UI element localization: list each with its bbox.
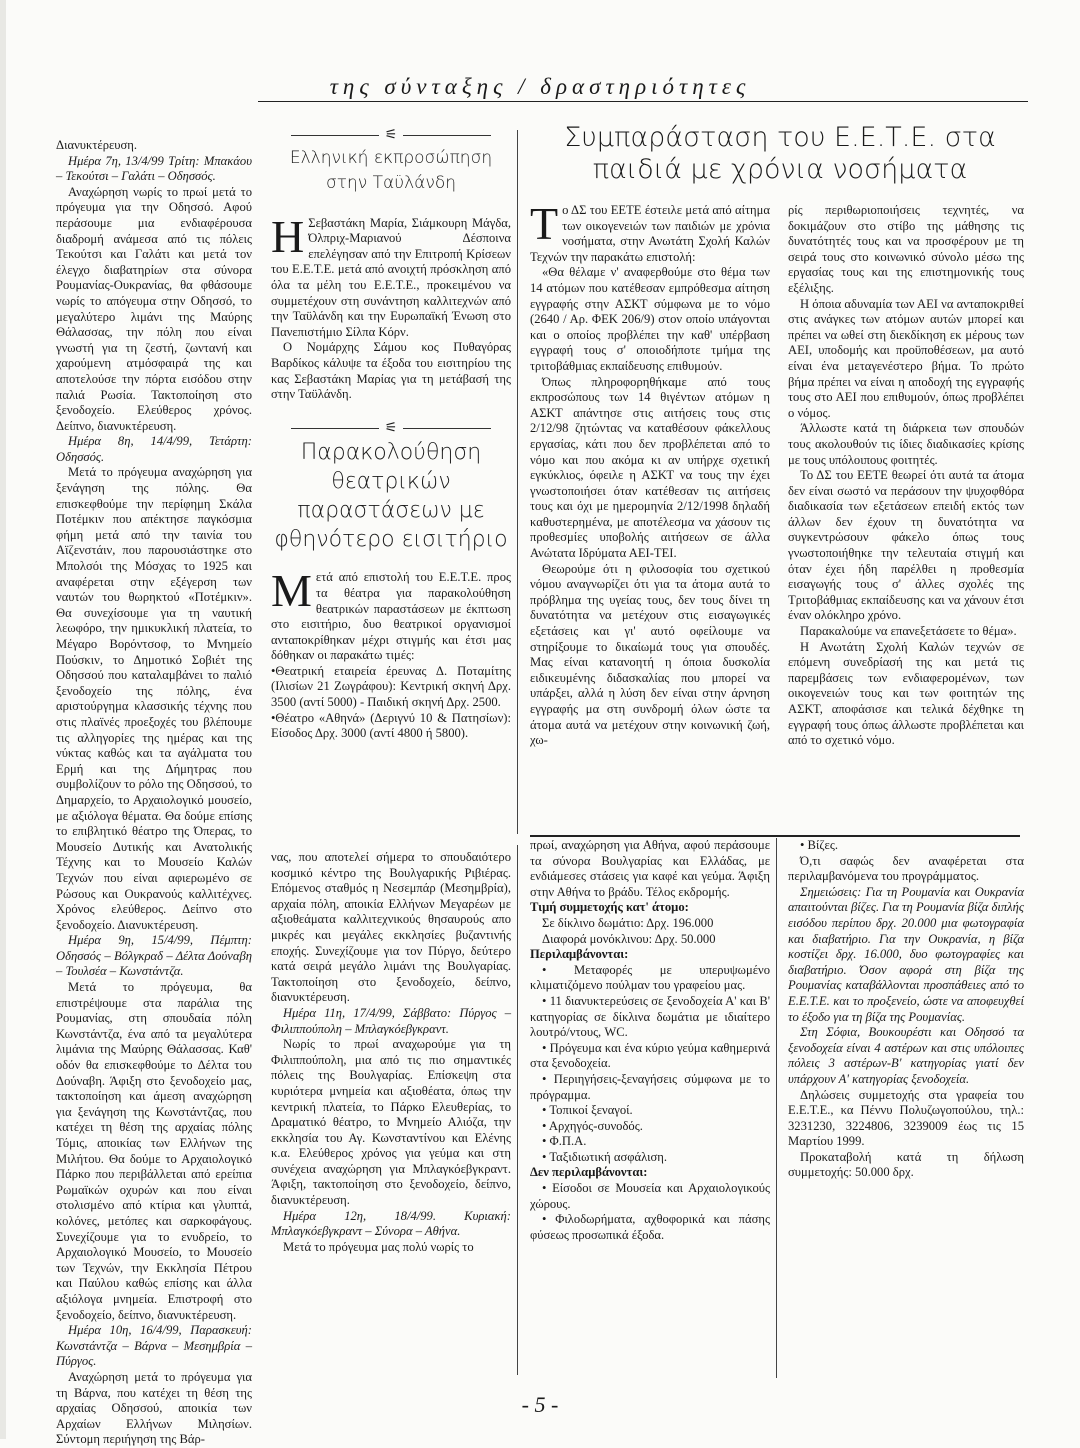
column-itinerary-cont bbox=[271, 850, 511, 1255]
article-title: Ελληνική εκπροσώπηση στην Ταϋλάνδη bbox=[289, 147, 493, 193]
article-thailand bbox=[271, 128, 511, 742]
itinerary-day-heading bbox=[271, 1006, 511, 1037]
section-divider bbox=[530, 835, 1020, 837]
itinerary-day-heading bbox=[271, 1209, 511, 1240]
paragraph-text: Τιμή συμμετοχής κατ' άτομο: bbox=[530, 900, 689, 915]
itinerary-day-heading bbox=[56, 933, 252, 980]
page-fold-shadow bbox=[0, 0, 6, 1439]
paragraph bbox=[530, 838, 770, 900]
paragraph-text: Αναχώρηση μετά το πρόγευμα για τη Βάρνα, που κατέχει τη θέση της αρχαίας Οδησσού, αποικία των Αρχαίων Ελλήνων Μιλησίων. Σύντομη περιήγηση της Βάρ- bbox=[56, 1369, 252, 1447]
paragraph-text: Μετά το πρόγευμα, θα επιστρέψουμε στα παράλια της Ρουμανίας, στη σπουδαία πόλη Κωνστάντζα, ένα από τα μεγαλύτερα λιμάνια της Μαύρης Θάλασσας. Καθ' οδόν θα επισκεφθούμε το Δέλτα του Δούναβη. Άφιξη στο ξενοδοχείο μας, τακτοποίηση και άμεση αναχώρηση για ξενάγηση της Κωνστάντζας, που κατέχει τη θέση της αρχαίας πόλης Τόμις, αποικίας των Ελλήνων της Μιλήτου. Θα δούμε το Αρχαιολογικό Πάρκο που περιβάλλεται από ερείπια Ρωμαϊκών οχυρών και που είναι στολισμένο από κτίρια και γλυπτά, κολόνες, μετόπες και σαρκοφάγους. Συνεχίζουμε για το ενυδρείο, το Αρχαιολογικό Μουσείο, το Μουσείο των Τεχνών, την Εκκλησία Πέτρου και Παύλου καθώς επίσης και άλλα αξιόλογα μνημεία. Επιστροφή στο ξενοδοχείο, δείπνο, διανυκτέρευση. bbox=[56, 980, 252, 1322]
paragraph-text: Όπως πληροφορηθήκαμε από τους εκπροσώπους των 14 θιγέντων ατόμων η ΑΣΚΤ απάντησε στις αιτήσεις τους στις 2/12/98 ζητώντας να καταθέσουν φάκελλους εργασίας, κάτι που δεν προβλέπεται από το νόμο και που ακόμα κι αν υπήρχε σχετική εγκύκλιος, όφειλε η ΑΣΚΤ να τους την έχει γνωστοποιήσει όταν κατέθεσαν τις αιτήσεις τους και όχι με ημερομηνία 2/12/1998 δηλαδή καθυστερημένα, με αποτέλεσμα να χάσουν τις προθεσμίες υποβολής αιτήσεων σε άλλα Ανώτατα Ιδρύματα ΑΕΙ-ΤΕΙ. bbox=[530, 374, 770, 561]
article-body bbox=[271, 210, 511, 403]
paragraph bbox=[56, 185, 252, 435]
paragraph-text: • Είσοδοι σε Μουσεία και Αρχαιολογικούς χώρους. bbox=[530, 1181, 770, 1211]
column-notes bbox=[788, 838, 1024, 1181]
paragraph-text: •Θέατρο «Αθηνά» (Δεριγνύ 10 & Πατησίων): Είσοδος Δρχ. 3000 (αντί 4800 ή 5800). bbox=[271, 710, 511, 741]
paragraph bbox=[530, 932, 770, 948]
paragraph-text: Ό,τι σαφώς δεν αναφέρεται στα περιλαμβανόμενα του προγράμματος. bbox=[788, 853, 1024, 884]
paragraph-text: Παρακαλούμε να επανεξετάσετε το θέμα». bbox=[800, 624, 1017, 639]
paragraph-text: «Θα θέλαμε ν' αναφερθούμε στο θέμα των 14 ατόμων που κατέθεσαν εμπρόθεσμα αίτηση εγγραφής στην ΑΣΚΤ σύμφωνα με το νόμο (2640 / Αρ. ΦΕΚ 206/9) στον οποίο υπάγονται και ο οποίος προβλέπει την καθ' υπέρβαση εγγραφή τους σ' οποιοδήποτε τμήμα της τριτοβάθμιας εκπαίδευσης επιθυμούν. bbox=[530, 265, 770, 373]
list-heading bbox=[530, 947, 770, 963]
paragraph-text: Διανυκτέρευση. bbox=[56, 138, 138, 152]
paragraph-text: • Τοπικοί ξεναγοί. bbox=[542, 1103, 633, 1118]
header-rule bbox=[258, 101, 1028, 102]
paragraph-text: Η Ανωτάτη Σχολή Καλών τεχνών σε επόμενη συνεδρίασή της και μετά τις παρεμβάσεις των ενδιαφερομένων, των οικογενειών τους και των φοιτητών της ΑΣΚΤ, αποφάσισε και τελικά δέχθηκε τη εγγραφή τους όπως άλλωστε προβλέπεται και από το σχετικό νόμο. bbox=[788, 639, 1024, 748]
paragraph bbox=[788, 838, 1024, 854]
paragraph-text: Η όποια αδυναμία των ΑΕΙ να ανταποκριθεί στις ανάγκες των ατόμων αυτών μπορεί και πρέπει να ωθεί στη διεκδίκηση εκ μέρους των ΑΕΙ, υποδομής και προϋποθέσεων, μα αυτό είναι ένα μεταγενέστερο βήμα. Το πρώτο βήμα πρέπει να είναι η αποδοχή της εγγραφής τους στο ΑΕΙ που επιθυμούν, όπως προβλέπει ο νόμος. bbox=[788, 296, 1024, 420]
paragraph-text: Ημέρα 10η, 16/4/99, Παρασκευή: Κωνστάντζα – Βάρνα – Μεσημβρία – Πύργος. bbox=[56, 1323, 252, 1369]
paragraph-text: Μετά το πρόγευμα μας πολύ νωρίς το bbox=[283, 1239, 474, 1254]
article-title: Συμπαράσταση του Ε.Ε.Τ.Ε. στα παιδιά με χρόνια νοσήματα bbox=[564, 122, 996, 185]
drop-cap: Μ bbox=[271, 565, 312, 617]
list-heading bbox=[530, 1165, 770, 1181]
column-divider bbox=[776, 838, 777, 1378]
paragraph-text: ρίς περιθωριοποιήσεις τεχνητές, να δοκιμάζουν στο στίβο της μάθησης τις δυνατότητές τους και να προσφέρουν με τη σειρά τους στο κοινωνικό σύνολο μέσω της εργασίας τους και της επιστημονικής τους εξέλιξης. bbox=[788, 203, 1024, 295]
ornament: ⚟ bbox=[271, 128, 511, 144]
paragraph bbox=[56, 980, 252, 1323]
paragraph bbox=[530, 198, 770, 265]
section-header: της σύνταξης / δραστηριότητες bbox=[329, 74, 751, 99]
paragraph-text: • Ταξιδιωτική ασφάλιση. bbox=[542, 1149, 668, 1164]
paragraph bbox=[530, 562, 770, 749]
paragraph bbox=[530, 1150, 770, 1166]
ornament: ⚟ bbox=[271, 421, 511, 437]
paragraph bbox=[530, 1181, 770, 1212]
paragraph bbox=[530, 265, 770, 374]
paragraph-text: ο ΔΣ του ΕΕΤΕ έστειλε μετά από αίτημα των οικογενειών των παιδιών με χρόνια νοσήματα, στην Ανωτάτη Σχολή Καλών Τεχνών την παρακάτω επιστολή: bbox=[530, 203, 770, 264]
paragraph bbox=[56, 138, 252, 154]
paragraph-text: νας, που αποτελεί σήμερα το σπουδαιότερο κοσμικό κέντρο της Βουλγαρικής Ριβιέρας. Επόμενος σταθμός η Νεσεμπάρ (Μεσημβρία), αρχαία πόλη, αποικία Ελλήνων Μεγαρέων με αξιοθεάματα καλλιτεχνικούς θησαυρούς απο μικρές και μεγάλες εκκλησίες βυζαντινής εποχής. Συνεχίζουμε για τον Πύργο, δεύτερο κατά σειρά μεγάλο λιμάνι της Βουλγαρίας. Τακτοποίηση στο ξενοδοχείο, δείπνο, διανυκτέρευση. bbox=[271, 850, 511, 1005]
paragraph-text: Ημέρα 11η, 17/4/99, Σάββατο: Πύργος – Φιλιππούπολη – Μπλαγκόεβγκραντ. bbox=[271, 1005, 511, 1036]
drop-cap: Τ bbox=[530, 198, 559, 249]
paragraph bbox=[788, 421, 1024, 468]
paragraph-text: Περιλαμβάνονται: bbox=[530, 947, 629, 962]
paragraph bbox=[271, 850, 511, 1006]
paragraph-text: • Περιηγήσεις-ξεναγήσεις σύμφωνα με το πρόγραμμα. bbox=[530, 1071, 770, 1102]
column-divider bbox=[517, 845, 518, 1375]
paragraph-text: Ημέρα 9η, 15/4/99, Πέμπτη: Οδησσός – Βόλγκραδ – Δέλτα Δούναβη – Τουλσέα – Κωνστάντζα. bbox=[56, 933, 252, 979]
paragraph-text: Το ΔΣ του ΕΕΤΕ θεωρεί ότι αυτά τα άτομα δεν είναι σωστό να περάσουν την ψυχοφθόρα διαδικασία των εξετάσεων επειδή εκτός των άλλων δεν έχουν τη δυνατότητα να συγκεντρώσουν φάκελο όπως τους γνωστοποιήθηκε την τελευταία στιγμή και όταν έχει ήδη παρέλθει η προθεσμία εισαγωγής τους σ' άλλες σχολές της Τριτοβάθμιας εκπαίδευσης και να χάνουν έτσι έναν ολόκληρο χρόνο. bbox=[788, 468, 1024, 623]
paragraph-text: Νωρίς το πρωί αναχωρούμε για τη Φιλιππούπολη, μια από τις πιο σημαντικές πόλεις της Βουλγαρίας. Επίσκεψη στα κυριότερα μνημεία και αξιοθέατα, όπως την κεντρική πλατεία, το Πάρκο Ελευθερίας, το Δραματικό θέατρο, το Μνημείο Αλιόζα, την εκκλησία του Αγ. Κωνσταντίνου και Ελένης κ.α. Ελεύθερος χρόνος για γεύμα και στη συνέχεια αναχώρηση για Μπλαγκόεβγκραντ. Άφιξη, τακτοποίηση στο ξενοδοχείο, δείπνο, διανυκτέρευση. bbox=[271, 1037, 511, 1208]
drop-cap: Η bbox=[271, 210, 305, 262]
paragraph-text: • Πρόγευμα και ένα κύριο γεύμα καθημερινά στα ξενοδοχεία. bbox=[530, 1040, 770, 1071]
paragraph bbox=[271, 210, 511, 341]
paragraph-text: •Θεατρική εταιρεία έρευνας Δ. Ποταμίτης (Ιλισίων 21 Ζωγράφου): Κεντρική σκηνή Δρχ. 3500 (αντί 5000) - Παιδική σκηνή Δρχ. 2500. bbox=[271, 663, 511, 710]
column-travel-itinerary bbox=[56, 138, 252, 1448]
paragraph bbox=[788, 1150, 1024, 1181]
paragraph-text: Ημέρα 8η, 14/4/99, Τετάρτη: Οδησσός. bbox=[56, 434, 252, 464]
paragraph bbox=[271, 340, 511, 402]
paragraph-text: Ο Νομάρχης Σάμου κος Πυθαγόρας Βαρδίκος κάλυψε τα έξοδα του εισιτηρίου της κας Σεβαστάκη Μαρίας για τη μετάβασή της στην Ταϋλάνδη. bbox=[271, 340, 511, 402]
paragraph bbox=[530, 994, 770, 1041]
paragraph-text: Σεβαστάκη Μαρία, Σιάμκουρη Μάγδα, Όλπριχ-Μαριανού Δέσποινα επελέγησαν από την Επιτροπή Κρίσεων του Ε.Ε.Τ.Ε. μετά από ανοιχτή πρόσκληση από όλα τα μέλη του Ε.Ε.Τ.Ε., προκειμένου να συμμετέχουν στη συνάντηση καλλιτεχνών από την Ταϋλάνδη και την Ευρωπαϊκή Ένωση στο Πανεπιστήμιο Σίλπα Κόρν. bbox=[271, 215, 511, 339]
paragraph-text: • Αρχηγός-συνοδός. bbox=[542, 1118, 643, 1133]
paragraph-text: Σε δίκλινο δωμάτιο: Δρχ. 196.000 bbox=[542, 915, 714, 930]
column-divider bbox=[517, 130, 518, 834]
paragraph-text: Δεν περιλαμβάνονται: bbox=[530, 1165, 648, 1180]
article-title: Παρακολούθηση θεατρικών παραστάσεων με φθηνότερο εισιτήριο bbox=[274, 440, 508, 553]
paragraph bbox=[56, 465, 252, 933]
paragraph-text: Στη Σόφια, Βουκουρέστι και Οδησσό τα ξενοδοχεία είναι 4 αστέρων και στις υπόλοιπες πόλεις 3 αστέρων-Β' κατηγορίας γιατί δεν υπάρχουν Α' κατηγορίας ξενοδοχεία. bbox=[788, 1025, 1024, 1086]
paragraph bbox=[271, 1037, 511, 1209]
paragraph-text: Αναχώρηση νωρίς το πρωί μετά το πρόγευμα για την Οδησσό. Αφού περάσουμε μια ενδιαφέρουσα διαδρομή ανάμεσα από τις πόλεις Τεκούτσι και Γαλάτι και μετά τον έλεγχο διαβατηρίων στα σύνορα Ρουμανίας-Ουκρανίας, θα φθάσουμε νωρίς το απόγευμα στην Οδησσό, το μεγαλύτερο λιμάνι της Μαύρης Θάλασσας, την πόλη που είναι γνωστή για τη ζεστή, ζωντανή και χαρούμενη ατμόσφαιρά της και αποτελούσε την πόρτα εισόδου στην παλιά Ρωσία. Τακτοποίηση στο ξενοδοχείο. Ελεύθερος χρόνος. Δείπνο, διανυκτέρευση. bbox=[56, 184, 252, 433]
article-solidarity-right bbox=[788, 203, 1024, 749]
paragraph bbox=[530, 916, 770, 932]
paragraph bbox=[788, 468, 1024, 624]
paragraph-text: Θεωρούμε ότι η φιλοσοφία του σχετικού νόμου αναγνωρίζει ότι για τα άτομα αυτά το πρόβλημα της υγείας τους, δεν τους δίνει τη δυνατότητα να μετέχουν στις εισαγωγικές εξετάσεις και γι' αυτό οφείλουμε να στηρίξουμε το δικαίωμά τους για σπουδές. Μας είναι κατανοητή η όποια δυσκολία ειδικευμένης διδασκαλίας που μπορεί να υπάρξει, αλλά η λύση δεν είναι στην άρνηση εγγραφής μα στη συνδρομή όλων ώστε τα άτομα αυτά να μετέχουν στην κοινωνική ζωή, χω- bbox=[530, 561, 770, 748]
paragraph-text: • Φ.Π.Α. bbox=[542, 1134, 587, 1149]
paragraph-text: Ημέρα 7η, 13/4/99 Τρίτη: Μπακάου – Τεκούτσι – Γαλάτι – Οδησσός. bbox=[56, 153, 252, 184]
paragraph bbox=[788, 203, 1024, 297]
paragraph bbox=[271, 711, 511, 742]
article-body bbox=[271, 565, 511, 742]
paragraph-text: • Φιλοδωρήματα, αχθοφορικά και πάσης φύσεως προσωπικά έξοδα. bbox=[530, 1212, 770, 1242]
itinerary-day-heading bbox=[56, 154, 252, 185]
paragraph bbox=[271, 664, 511, 711]
paragraph-text: • Βίζες. bbox=[800, 838, 838, 852]
paragraph-text: Σημειώσεις: Για τη Ρουμανία και Ουκρανία απαιτούνται βίζες. Για τη Ρουμανία βίζα διπλής εισόδου περίπου δρχ. 20.000 μια φωτογραφία και διαβατήριο. Για την Ουκρανία, η βίζα κοστίζει δρχ. 16.000, δυο φωτογραφίες και διαβατήριο. Όσον αφορά στη βίζα της Ρουμανίας καταβάλλονται προσπάθειες από το Ε.Ε.Τ.Ε. και το προξενείο, ώστε να αποφευχθεί το έξοδο για τη βίζα της Ρουμανίας. bbox=[788, 884, 1024, 1024]
paragraph-text: πρωί, αναχώρηση για Αθήνα, αφού περάσουμε τα σύνορα Βουλγαρίας και Ελλάδας, με ενδιάμεσες στάσεις για καφέ και γεύμα. Άφιξη στην Αθήνα το βράδυ. Τέλος εκδρομής. bbox=[530, 838, 770, 899]
paragraph-text: Ημέρα 12η, 18/4/99. Κυριακή: Μπλαγκόεβγκραντ – Σύνορα – Αθήνα. bbox=[271, 1208, 511, 1239]
paragraph bbox=[788, 640, 1024, 749]
paragraph bbox=[788, 885, 1024, 1025]
paragraph bbox=[788, 297, 1024, 422]
article-solidarity-left bbox=[530, 198, 770, 749]
paragraph-text: Μετά το πρόγευμα αναχώρηση για ξενάγηση της πόλης. Θα επισκεφθούμε την περίφημη Σκάλα Ποτέμκιν που απέκτησε παγκόσμια φήμη μετά από την ταινία του Αϊζενστάιν, που παρουσιάστηκε στο Μπολσόι της Μόσχας το 1925 και αναφέρεται στην εξέγερση των ναυτών του θωρηκτού «Ποτέμκιν». Θα συνεχίσουμε για τη ναυτική λεωφόρο, την ημικυκλική πλατεία, το Μέγαρο Βορόντσοφ, το Μνημείο Πούσκιν, το Δημοτικό Σοβιέτ της Οδησσού που καταλαμβάνει το παλιό ξενοδοχείο της πόλης, ένα αριστούργημα κλασσικής τέχνης που στις πλαϊνές προεξοχές του βλέπουμε τις αλληγορίες της ημέρας και της νύκτας καθώς και τα αγάλματα του Ερμή και της Δήμητρας που συμβολίζουν το ρόλο της Οδησσού, το Δημαρχείο, το Αρχαιολογικό μουσείο, με αξιόλογα θέματα. Θα δούμε επίσης το επιβλητικό θέατρο της Όπερας, το Μουσείο Δυτικής και Ανατολικής Τέχνης και το Μουσείο Καλών Τεχνών που είναι αφιερωμένο σε Ρώσους και Ουκρανούς καλλιτέχνες. Χρόνος ελεύθερος. Δείπνο στο ξενοδοχείο. Διανυκτέρευση. bbox=[56, 465, 252, 932]
paragraph bbox=[530, 375, 770, 562]
page-number: - 5 - bbox=[521, 1392, 559, 1417]
paragraph-text: ετά από επιστολή του Ε.Ε.Τ.Ε. προς τα θέατρα για παρακολούθηση θεατρικών παραστάσεων με έκπτωση στο εισιτήριο, δυο θεατρικοί οργανισμοί ανταποκρίθηκαν μέχρι στιγμής και έτσι μας δόθηκαν οι παρακάτω τιμές: bbox=[271, 570, 511, 663]
itinerary-day-heading bbox=[56, 434, 252, 465]
paragraph bbox=[530, 1072, 770, 1103]
paragraph bbox=[788, 624, 1024, 640]
paragraph-text: • 11 διανυκτερεύσεις σε ξενοδοχεία Α' και Β' κατηγορίας σε δίκλινα δωμάτια με ιδιαίτερο λουτρό/ντους, WC. bbox=[530, 993, 770, 1040]
paragraph bbox=[530, 963, 770, 994]
paragraph-text: Προκαταβολή κατά τη δήλωση συμμετοχής: 50.000 δρχ. bbox=[788, 1149, 1024, 1180]
paragraph bbox=[788, 854, 1024, 885]
itinerary-day-heading bbox=[56, 1323, 252, 1370]
paragraph-text: Δηλώσεις συμμετοχής στα γραφεία του Ε.Ε.Τ.Ε., κα Πέννυ Πολυζωγοπούλου, τηλ.: 3231230, 3224806, 3239009 έως τις 15 Μαρτίου 1999. bbox=[788, 1087, 1024, 1149]
paragraph bbox=[530, 1041, 770, 1072]
list-heading bbox=[530, 900, 770, 916]
paragraph bbox=[530, 1119, 770, 1135]
paragraph bbox=[530, 1103, 770, 1119]
paragraph bbox=[788, 1025, 1024, 1087]
paragraph bbox=[271, 1240, 511, 1256]
paragraph-text: Άλλωστε κατά τη διάρκεια των σπουδών τους ακολουθούν τις ίδιες διαδικασίες κρίσης με τους υπόλοιπους φοιτητές. bbox=[788, 421, 1024, 467]
paragraph bbox=[530, 1212, 770, 1243]
paragraph bbox=[530, 1134, 770, 1150]
paragraph bbox=[788, 1088, 1024, 1150]
paragraph-text: Διαφορά μονόκλινου: Δρχ. 50.000 bbox=[542, 931, 716, 946]
paragraph-text: • Μεταφορές με υπερυψωμένο κλιματιζόμενο πούλμαν του γραφείου μας. bbox=[530, 962, 770, 993]
column-prices bbox=[530, 838, 770, 1243]
paragraph bbox=[271, 565, 511, 664]
